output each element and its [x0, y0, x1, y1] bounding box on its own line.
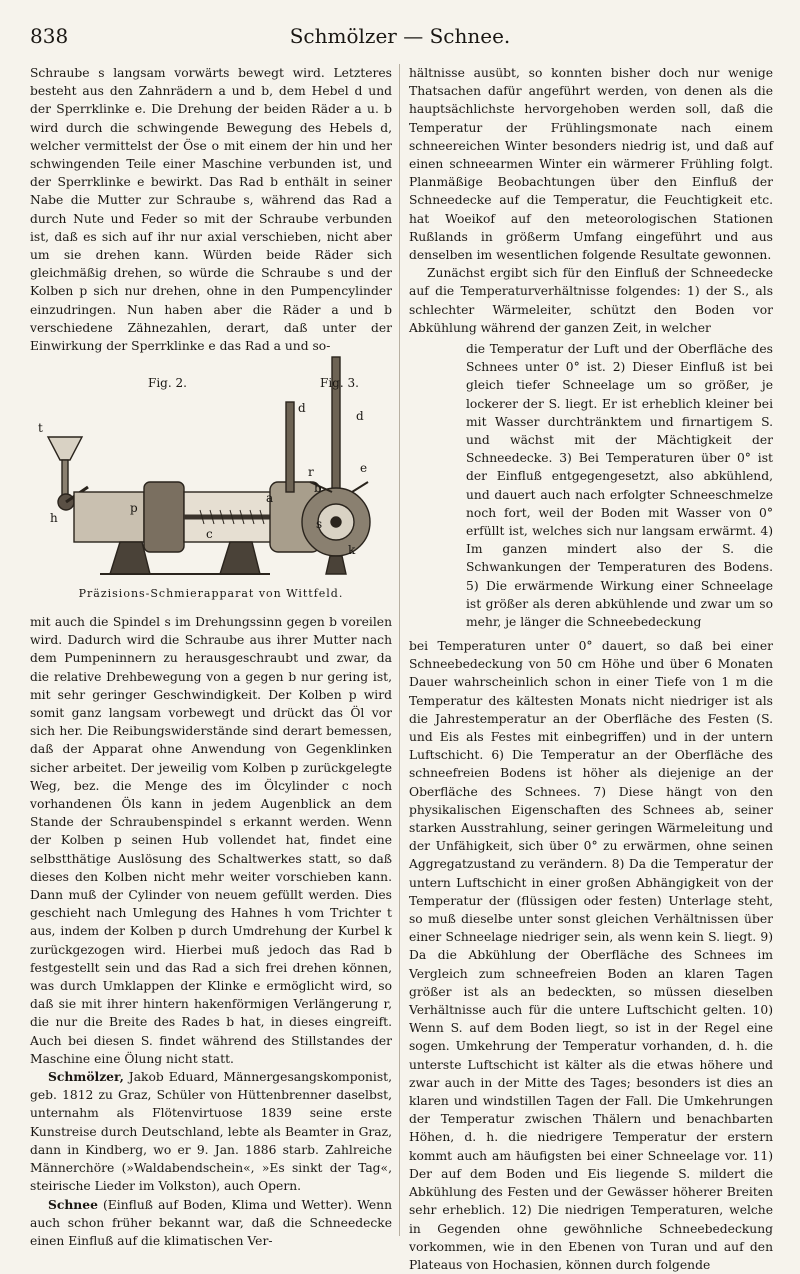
paragraph-schnee-effects: die Temperatur der Luft und der Oberfläche des Schnees unter 0° ist. 2) Dieser Einfluß ist bei gleich tiefer Schneelage um so größer, je lockerer der S. liegt. Er ist erheblich kleiner bei mit Wasser durchtränktem und firnartigem S. und wächst mit der Mächtigkeit der Schneedecke. 3) Bei Temperaturen über 0° ist der Einfluß entgegengesetzt, also abkühlend, und dauert auch nach erfolgter Schneeschmelze noch fort, weil der Boden mit Wasser von 0° erfüllt ist, welches sich nur langsam erwärmt. 4) Im ganzen mindert also der S. die Schwankungen der Temperaturen des Bodens. 5) Die erwärmende Wirkung einer Schneelage ist größer als deren abkühlende und zwar um so mehr, je länger die Schneebedeckung: [466, 342, 773, 630]
entry-schnee: [30, 1196, 392, 1251]
svg-text:e: e: [360, 461, 368, 475]
page-header: [30, 14, 770, 54]
left-column-bottom: [30, 613, 392, 1250]
svg-text:a: a: [266, 491, 274, 505]
entry-schmoelzer-text: Jakob Eduard, Männergesangskomponist, geb. 1812 zu Graz, Schüler von Hüttenbrenner daselbst, unternahm als Flötenvirtuose 1839 seine erste Kunstreise durch Deutschland, lebte als Beamter in Graz, dann in Kindberg, wo er 9. Jan. 1886 starb. Zahlreiche Männerchöre (»Waldabendschein«, »Es sinkt der Tag«, steirische Lieder im Volkston), auch Opern.: [30, 1070, 392, 1194]
paragraph-schnee-intro: hältnisse ausübt, so konnten bisher doch nur wenige Thatsachen dafür angeführt werden, von denen als die hauptsächlichste hervorgehoben werden soll, daß die Temperatur der Frühlingsmonate nach einem schneereichen Winter besonders niedrig ist, und daß auf einen schneearmen Winter ein wärmerer Frühling folgt. Planmäßige Beobachtungen über den Einfluß der Schneedecke auf die Temperatur, die Feuchtigkeit etc. hat Woeikof auf den meteorologischen Stationen Rußlands in größerm Umfang eingeführt und aus denselben im wesentlichen folgende Resultate gewonnen.: [409, 66, 773, 263]
paragraph-schnee-effects-continued: bei Temperaturen unter 0° dauert, so daß bei einer Schneebedeckung von 50 cm Höhe und über 6 Monaten Dauer wahrscheinlich schon in einer Tiefe von 1 m die Temperatur des kältesten Monats nicht niedriger ist als die Jahrestemperatur an der Oberfläche des Festen (S. und Eis als Festes mit einbegriffen) und in der untern Luftschicht. 6) Die Temperatur an der Oberfläche des schneefreien Bodens ist höher als diejenige an der Oberfläche des Schnees. 7) Diese hängt von den physikalischen Eigenschaften des Schnees ab, seiner starken Ausstrahlung, seiner geringen Wärmeleitung und der Unfähigkeit, sich über 0° zu erwärmen, ohne seinen Aggregatzustand zu verändern. 8) Da die Temperatur der untern Luftschicht in einer großen Abhängigkeit von der Temperatur der (flüssigen oder festen) Unterlage steht, so muß dieselbe unter sonst gleichen Verhältnissen über einer Schneelage niedriger sein, als wenn kein S. liegt. 9) Da die Abkühlung der Oberfläche des Schnees im Vergleich zum schneefreien Boden an klaren Tagen größer ist als an bedeckten, so müssen dieselben Verhältnisse auch für die untere Luftschicht gelten. 10) Wenn S. auf dem Boden liegt, so ist in der Regel eine sogen. Umkehrung der Temperatur vorhanden, d. h. die unterste Luftschicht ist kälter als die etwas höhere und zwar auch in der Mitte des Tages; besonders ist dies an klaren und windstillen Tagen der Fall. Die Umkehrungen der Temperatur zwischen Thälern und benachbarten Höhen, d. h. die niedrigere Temperatur der erstern kommt auch am häufigsten bei einer Schneelage vor. 11) Der auf dem Boden und Eis liegende S. mildert die Abkühlung des Festen und der Gewässer höherer Breiten sehr erheblich. 12) Die niedrigen Temperaturen, welche in Gegenden ohne gewöhnliche Schneebedeckung vorkommen, wie in den Ebenen von Turan und auf den Plateaus von Hochasien, können durch folgende: [409, 639, 773, 1272]
lemma-schmoelzer: Schmölzer,: [48, 1069, 124, 1085]
figure-caption: Präzisions-Schmierapparat von Wittfeld.: [78, 587, 344, 600]
lemma-schnee: Schnee: [48, 1196, 98, 1212]
entry-schmoelzer: [30, 1068, 392, 1195]
svg-text:s: s: [316, 517, 323, 531]
column-divider: [399, 64, 400, 1236]
running-head: Schmölzer — Schnee.: [289, 24, 511, 48]
svg-text:d: d: [356, 409, 364, 423]
right-column-top: [409, 64, 773, 337]
figure-label-fig3: Fig. 3.: [320, 376, 359, 390]
svg-text:d: d: [298, 401, 306, 415]
entry-schnee-text: (Einfluß auf Boden, Klima und Wetter). Wenn auch schon früher bekannt war, daß die Schneedecke einen Einfluß auf die klimatischen Ver-: [30, 1197, 392, 1248]
svg-text:r: r: [308, 465, 314, 479]
page-number: 838: [30, 24, 69, 48]
paragraph-mechanism: Schraube s langsam vorwärts bewegt wird. Letzteres besteht aus den Zahnrädern a und b, dem Hebel d und der Sperrklinke e. Die Drehung der beiden Räder a u. b wird durch die schwingende Bewegung des Hebels d, welcher vermittelst der Öse o mit einem der hin und her schwingenden Teile einer Maschine verbunden ist, und der Sperrklinke e bewirkt. Das Rad b enthält in seiner Nabe die Mutter zur Schraube s, während das Rad a durch Nute und Feder so mit der Schraube verbunden ist, daß es sich auf ihr nur axial verschieben, nicht aber um sie drehen kann. Würden beide Räder sich gleichmäßig drehen, so würde die Schraube s und der Kolben p sich nur drehen, ohne in den Pumpencylinder einzudringen. Nun haben aber die Räder a und b verschiedene Zähnezahlen, derart, daß unter der Einwirkung der Sperrklinke e das Rad a und so-: [30, 66, 392, 354]
svg-text:t: t: [38, 421, 43, 435]
svg-text:b: b: [314, 481, 322, 495]
right-column-narrow: [466, 340, 773, 631]
paragraph-mechanism-continued: mit auch die Spindel s im Drehungssinn gegen b voreilen wird. Dadurch wird die Schraube aus ihrer Mutter nach dem Pumpeninnern zu herausgeschraubt und zwar, da die relative Drehbewegung von a gegen b nur gering ist, mit sehr geringer Geschwindigkeit. Der Kolben p wird somit ganz langsam vorbewegt und drückt das Öl vor sich her. Die Reibungswiderstände sind derart bemessen, daß der Apparat ohne Anwendung von Gegenklinken sicher arbeitet. Der jeweilig vom Kolben p zurückgelegte Weg, bez. die Menge des im Ölcylinder c noch vorhandenen Öls kann in jedem Augenblick an dem Stande der Schraubenspindel s erkannt werden. Wenn der Kolben p seinen Hub vollendet hat, findet eine selbstthätige Auslösung des Schaltwerkes statt, so daß dieses den Kolben nicht mehr weiter vorschieben kann. Dann muß der Cylinder von neuem gefüllt werden. Dies geschieht nach Umlegung des Hahnes h vom Trichter t aus, indem der Kolben p durch Umdrehung der Kurbel k zurückgezogen wird. Hierbei muß jedoch das Rad b festgestellt sein und das Rad a sich frei drehen können, was durch Umklappen der Klinke e ermöglicht wird, so daß sie mit ihrer hintern hakenförmigen Verlängerung r, die nur die Breite des Rades b hat, in dieses eingreift. Auch bei diesen S. findet während des Stillstandes der Maschine eine Ölung nicht statt.: [30, 615, 392, 1066]
svg-text:k: k: [348, 543, 356, 557]
svg-text:h: h: [50, 511, 58, 525]
figure-label-fig2: Fig. 2.: [148, 376, 187, 390]
left-column-top: [30, 64, 392, 355]
svg-text:p: p: [130, 501, 138, 515]
paragraph-schnee-effects-intro: Zunächst ergibt sich für den Einfluß der Schneedecke auf die Temperaturverhältnisse folgendes: 1) der S., als schlechter Wärmeleiter, schützt den Boden vor Abkühlung während der ganzen Zeit, in welcher: [409, 266, 773, 335]
figure-lubricator: [30, 342, 392, 604]
svg-text:c: c: [206, 527, 213, 541]
right-column-bottom: [409, 637, 773, 1274]
